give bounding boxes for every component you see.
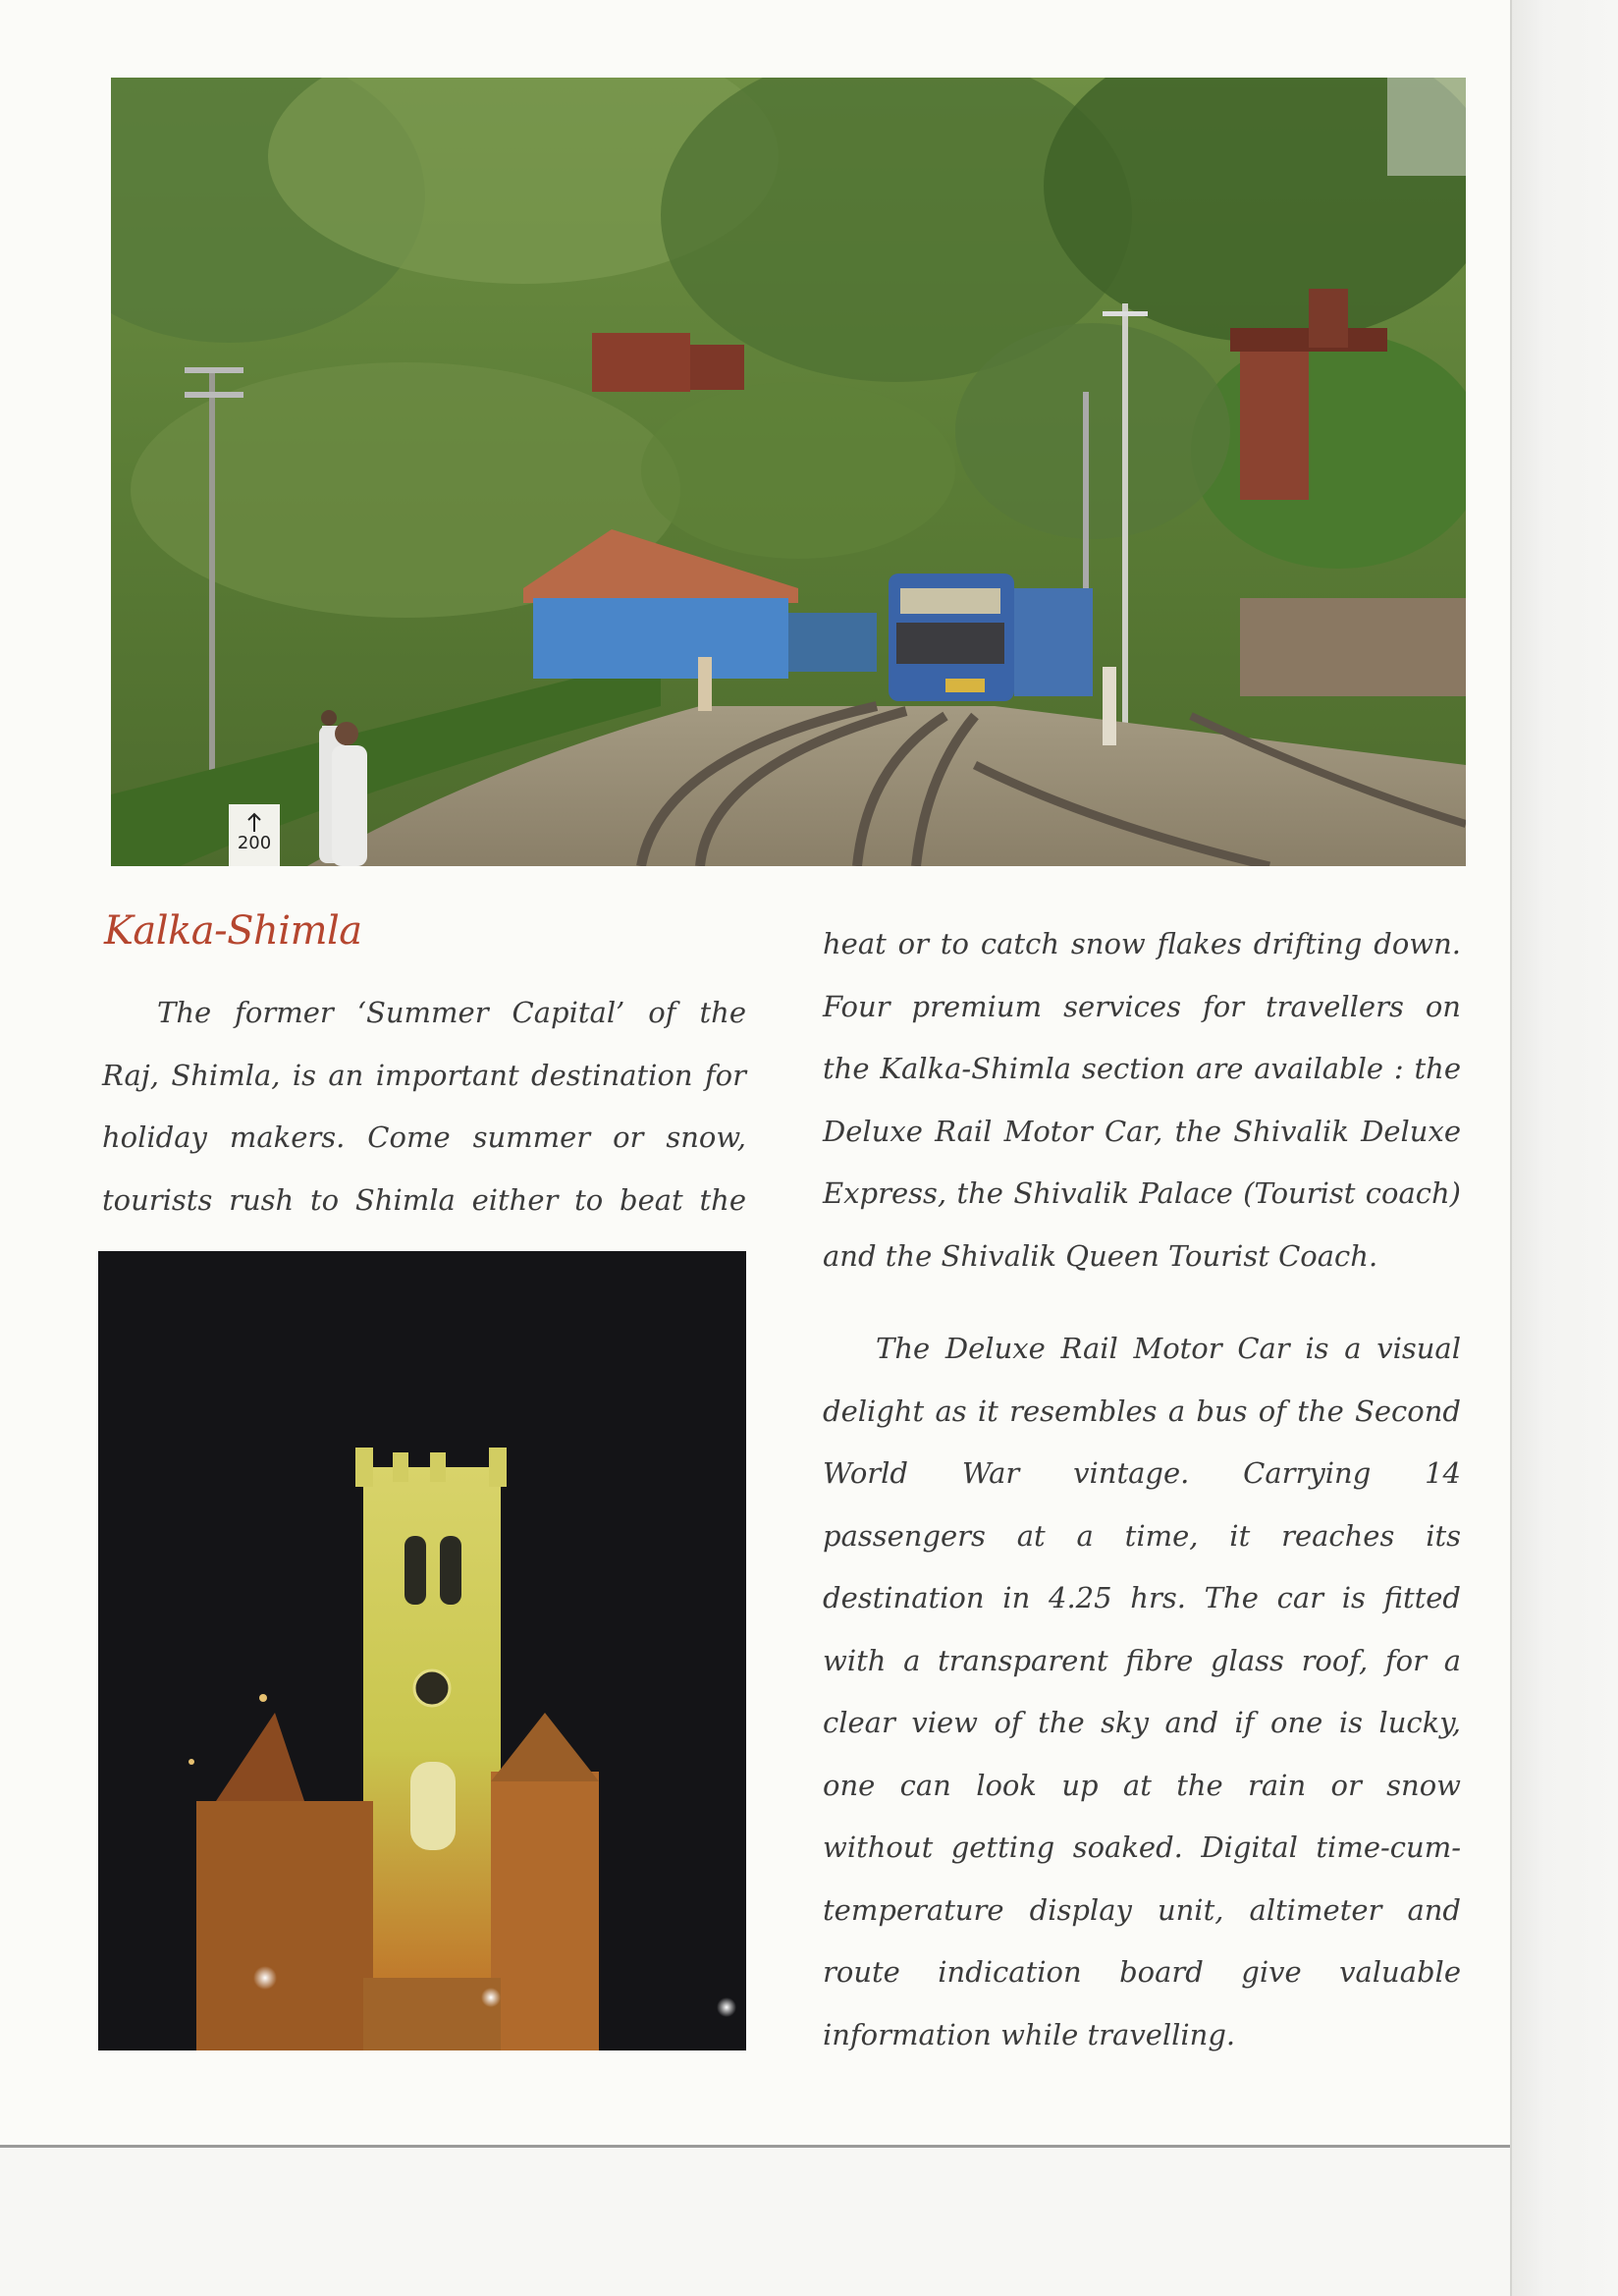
text-line <box>823 976 1461 1039</box>
text-line <box>823 1101 1461 1164</box>
text-line <box>823 1318 1461 1381</box>
text-line-content: destination in 4.25 hrs. The car is fitted <box>823 1581 1461 1614</box>
text-line-content: Four premium services for travellers on <box>823 989 1461 1023</box>
milestone-text: 200 <box>237 833 272 853</box>
text-line-content: and the Shivalik Queen Tourist Coach. <box>823 1238 1378 1273</box>
text-line <box>823 913 1461 976</box>
text-line <box>823 1226 1461 1288</box>
text-line-content: the Kalka-Shimla section are available : the <box>823 1052 1461 1085</box>
text-line <box>823 1880 1461 1942</box>
left-text-column <box>102 982 746 1231</box>
text-line <box>823 1941 1461 2004</box>
text-line-content: heat or to catch snow flakes drifting down. <box>823 927 1461 960</box>
text-line-content: The former ‘Summer Capital’ of the <box>157 996 746 1029</box>
text-line-content: Express, the Shivalik Palace (Tourist coach) <box>823 1176 1461 1210</box>
text-line <box>823 1567 1461 1630</box>
text-line <box>823 1163 1461 1226</box>
text-line <box>823 1381 1461 1444</box>
text-line-content: Deluxe Rail Motor Car, the Shivalik Deluxe <box>823 1114 1461 1148</box>
text-line-content: passengers at a time, it reaches its <box>823 1518 1461 1553</box>
right-text-column-paragraph-1 <box>823 913 1461 1287</box>
text-line-content: information while travelling. <box>823 2017 1236 2051</box>
page-edge <box>1510 0 1618 2296</box>
text-line <box>102 1045 746 1108</box>
text-line-content: one can look up at the rain or snow <box>823 1768 1461 1802</box>
text-line <box>823 1692 1461 1755</box>
text-line <box>823 1443 1461 1505</box>
text-line <box>823 1505 1461 1568</box>
text-line-content: Raj, Shimla, is an important destination for <box>102 1058 746 1092</box>
text-line-content: with a transparent fibre glass roof, for a <box>823 1643 1461 1677</box>
text-line <box>823 1038 1461 1101</box>
text-line-content: temperature display unit, altimeter and <box>823 1892 1461 1927</box>
text-line-content: World War vintage. Carrying 14 <box>823 1456 1461 1490</box>
text-line <box>823 1755 1461 1818</box>
bottom-margin <box>0 2148 1510 2296</box>
right-text-column-paragraph-2 <box>823 1318 1461 2066</box>
text-line-content: tourists rush to Shimla either to beat the <box>102 1182 746 1217</box>
text-line-content: clear view of the sky and if one is lucky, <box>823 1706 1461 1739</box>
text-line-content: delight as it resembles a bus of the Second <box>823 1394 1461 1428</box>
text-line <box>102 982 746 1045</box>
shimla-church-night-photo <box>98 1251 746 2050</box>
section-heading: Kalka-Shimla <box>104 908 362 954</box>
text-line <box>823 1817 1461 1880</box>
text-line <box>102 1170 746 1232</box>
text-line <box>102 1107 746 1170</box>
text-line-content: The Deluxe Rail Motor Car is a visual <box>876 1332 1461 1365</box>
text-line-content: without getting soaked. Digital time-cum- <box>823 1831 1461 1864</box>
text-line-content: route indication board give valuable <box>823 1955 1461 1989</box>
text-line-content: holiday makers. Come summer or snow, <box>102 1121 746 1154</box>
text-line <box>823 1630 1461 1693</box>
kalka-shimla-station-photo <box>111 78 1466 866</box>
text-line <box>823 2004 1461 2067</box>
